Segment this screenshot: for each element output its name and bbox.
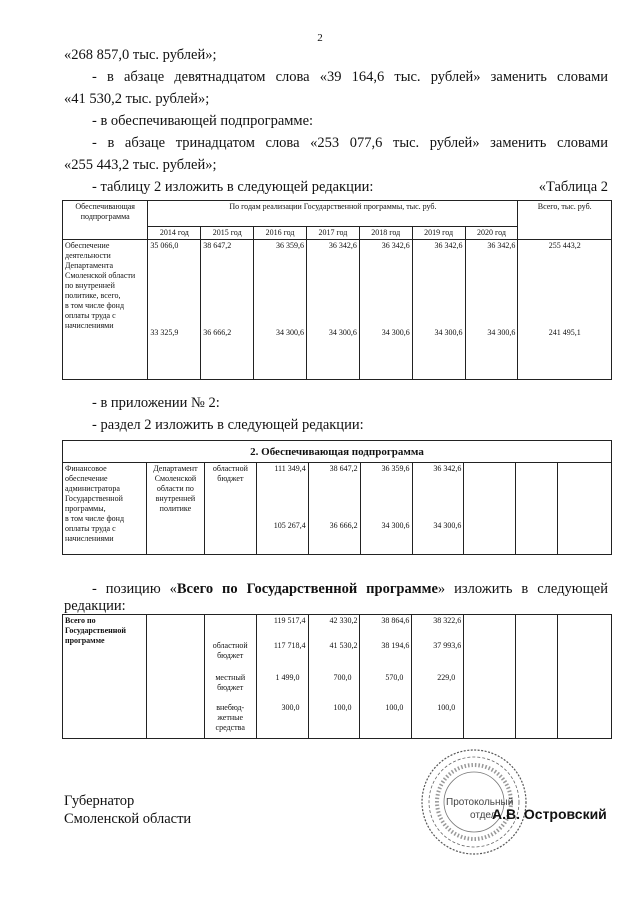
year-header: 2019 год	[412, 227, 465, 240]
value-total: 119 517,4	[273, 616, 306, 625]
signer-name: А.В. Островский	[492, 806, 607, 822]
table-cell	[360, 615, 412, 739]
value-payroll: 34 300,6	[381, 328, 410, 337]
value-payroll: 36 666,2	[329, 521, 358, 530]
table-2	[62, 200, 612, 380]
value-total: 36 342,6	[433, 464, 462, 473]
year-header: 2020 год	[465, 227, 518, 240]
table-cell-empty	[516, 615, 558, 739]
source-regional: областной бюджет	[212, 641, 248, 660]
row-label-total: Обеспечение деятельности Департамента Смоленской области по внутренней политике, всего,	[65, 241, 136, 300]
signer-title-2: Смоленской области	[64, 811, 192, 827]
source-extrabudget: внебюд-жетные средства	[215, 703, 245, 732]
source-local: местный бюджет	[215, 673, 246, 692]
total-table	[62, 614, 612, 739]
value-total: 36 359,6	[275, 241, 304, 250]
source-cell	[204, 615, 256, 739]
col-header-subprogram: Обеспечивающая подпрограмма	[63, 201, 148, 240]
table-cell-empty	[558, 463, 612, 555]
table-cell	[308, 463, 360, 555]
section-2-table	[62, 440, 612, 555]
value-total: 38 647,2	[329, 464, 358, 473]
executor-cell: Департамент Смоленской области по внутренней политике	[146, 463, 204, 555]
value-payroll: 241 495,1	[548, 328, 581, 337]
value-total: 42 330,2	[329, 616, 358, 625]
value-payroll: 34 300,6	[275, 328, 304, 337]
year-header: 2015 год	[201, 227, 254, 240]
stamp-text: отдел	[470, 810, 497, 821]
value-total: 38 322,6	[433, 616, 462, 625]
stamp-text: Протокольный	[446, 797, 514, 808]
value-regional: 37 993,6	[433, 641, 462, 650]
value-extrabudget: 100,0	[333, 703, 352, 712]
table-cell	[412, 463, 464, 555]
table-cell	[256, 615, 308, 739]
value-extrabudget: 100,0	[437, 703, 456, 712]
value-local: 229,0	[437, 673, 456, 682]
table-cell	[359, 240, 412, 380]
table-cell	[465, 240, 518, 380]
table-cell	[412, 615, 464, 739]
value-regional: 41 530,2	[329, 641, 358, 650]
table-cell	[306, 240, 359, 380]
text-line: - в абзаце тринадцатом слова «253 077,6 тыс. рублей» заменить словами	[92, 135, 608, 151]
value-total: 255 443,2	[548, 241, 581, 250]
signer-title-1: Губернатор	[64, 793, 135, 809]
value-payroll: 34 300,6	[433, 521, 462, 530]
page-number: 2	[317, 32, 323, 44]
section-title: 2. Обеспечивающая подпрограмма	[63, 441, 612, 463]
value-local: 700,0	[333, 673, 352, 682]
text-line: - в приложении № 2:	[92, 395, 220, 411]
table-cell	[412, 240, 465, 380]
text-line: - в абзаце девятнадцатом слова «39 164,6 тыс. рублей» заменить словами	[92, 69, 608, 85]
col-header-total: Всего, тыс. руб.	[518, 201, 612, 240]
table-cell	[360, 463, 412, 555]
row-label-payroll: в том числе фонд оплаты труда с начислениями	[65, 514, 125, 543]
year-header: 2014 год	[148, 227, 201, 240]
value-extrabudget: 300,0	[281, 703, 300, 712]
table-cell-empty	[464, 463, 516, 555]
table-cell	[308, 615, 360, 739]
text-line: «255 443,2 тыс. рублей»;	[64, 157, 217, 173]
row-label-payroll: в том числе фонд оплаты труда с начислениями	[65, 301, 125, 330]
value-total: 38 647,2	[203, 241, 232, 250]
year-header: 2016 год	[254, 227, 307, 240]
value-total: 36 342,6	[381, 241, 410, 250]
row-label-total: Финансовое обеспечение администратора Государственной программы,	[65, 464, 123, 513]
value-local: 1 499,0	[275, 673, 300, 682]
bold-phrase: Всего по Государственной программе	[176, 581, 438, 597]
text-line: - в обеспечивающей подпрограмме:	[92, 113, 314, 129]
table-cell-empty	[558, 615, 612, 739]
value-regional: 117 718,4	[273, 641, 306, 650]
table-cell-total	[518, 240, 612, 380]
value-total: 36 359,6	[381, 464, 410, 473]
text-line: - таблицу 2 изложить в следующей редакции:	[92, 179, 374, 195]
table-cell	[201, 240, 254, 380]
value-payroll: 34 300,6	[328, 328, 357, 337]
value-total: 36 342,6	[328, 241, 357, 250]
table-cell-empty	[464, 615, 516, 739]
text-line: «41 530,2 тыс. рублей»;	[64, 91, 210, 107]
table-row-label	[63, 463, 147, 555]
value-local: 570,0	[385, 673, 404, 682]
value-extrabudget: 100,0	[385, 703, 404, 712]
source-cell: областной бюджет	[204, 463, 256, 555]
table-cell	[256, 463, 308, 555]
value-total: 36 342,6	[434, 241, 463, 250]
value-total: 35 066,0	[150, 241, 179, 250]
value-regional: 38 194,6	[381, 641, 410, 650]
value-total: 38 864,6	[381, 616, 410, 625]
text-line: - раздел 2 изложить в следующей редакции:	[92, 417, 364, 433]
text-line: «268 857,0 тыс. рублей»;	[64, 47, 217, 63]
table-row-label	[63, 240, 148, 380]
table-caption: «Таблица 2	[538, 179, 608, 195]
year-header: 2017 год	[306, 227, 359, 240]
value-payroll: 34 300,6	[434, 328, 463, 337]
value-payroll: 33 325,9	[150, 328, 179, 337]
value-payroll: 105 267,4	[273, 521, 306, 530]
table-cell-empty	[516, 463, 558, 555]
table-cell-empty	[146, 615, 204, 739]
text-line-position: - позицию «Всего по Государственной программе» изложить в следующей	[92, 581, 608, 597]
total-label: Всего по Государственной программе	[63, 615, 147, 739]
year-header: 2018 год	[359, 227, 412, 240]
table-cell	[254, 240, 307, 380]
value-payroll: 36 666,2	[203, 328, 232, 337]
value-total: 36 342,6	[487, 241, 516, 250]
col-header-years: По годам реализации Государственной программы, тыс. руб.	[148, 201, 518, 227]
value-total: 111 349,4	[274, 464, 306, 473]
table-cell	[148, 240, 201, 380]
text-line: редакции:	[64, 598, 126, 614]
value-payroll: 34 300,6	[487, 328, 516, 337]
value-payroll: 34 300,6	[381, 521, 410, 530]
